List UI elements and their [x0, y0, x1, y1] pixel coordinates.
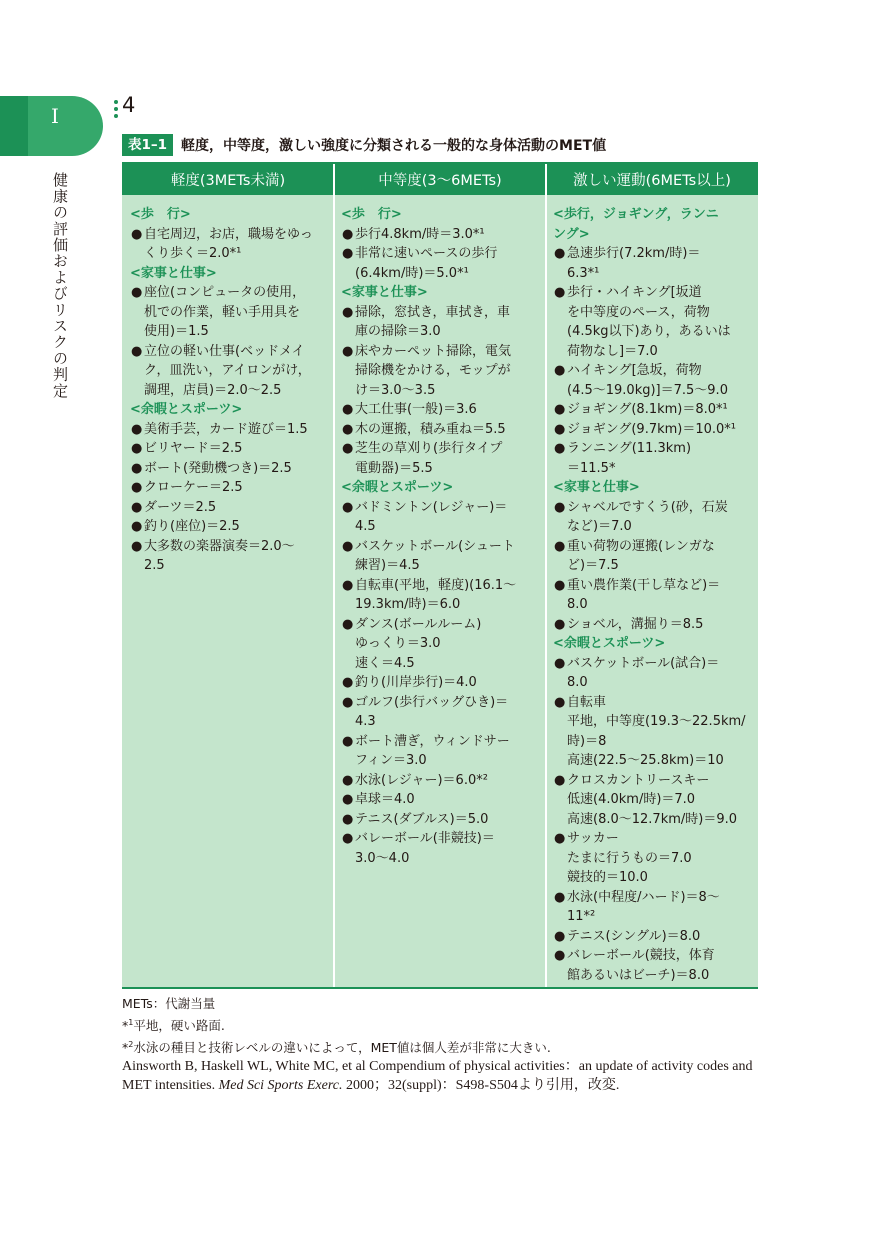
activity-item	[553, 888, 751, 927]
category-heading: <歩 行>	[130, 207, 191, 222]
activity-item	[341, 225, 540, 245]
activity-line: 6.3*¹	[567, 265, 600, 281]
activity-line: バドミントン(レジャー)＝	[355, 499, 508, 515]
activity-item	[341, 342, 540, 401]
activity-line: ゴルフ(歩行バッグひき)＝	[355, 694, 509, 710]
activity-line: 自転車(平地，軽度)(16.1〜	[355, 577, 517, 593]
activity-item	[341, 790, 540, 810]
activity-line: ハイキング[急坂，荷物	[567, 363, 702, 378]
activity-line: 速く＝4.5	[355, 655, 415, 671]
footnote-2: *$^2$水泳の種目と技術レベルの違いによって，MET値は個人差が非常に大きい.	[122, 1040, 551, 1056]
activity-line: 8.0	[567, 597, 588, 612]
activity-line: バスケットボール(試合)＝	[567, 655, 720, 671]
bullet-icon: ●	[342, 421, 354, 437]
activity-line: フィン＝3.0	[355, 753, 427, 768]
activity-item	[553, 439, 751, 478]
activity-line: ジョギング(9.7km)＝10.0*¹	[567, 421, 737, 437]
header-vigorous: 激しい運動(6METs以上)	[573, 173, 731, 189]
activity-item	[553, 829, 751, 888]
header-light: 軽度(3METs未満)	[170, 173, 286, 189]
activity-item	[130, 478, 328, 498]
activity-line: 練習)＝4.5	[355, 558, 420, 573]
bullet-icon: ●	[342, 343, 354, 359]
activity-line: 3.0〜4.0	[355, 850, 410, 866]
activity-line: 掃除機をかける，モップが	[355, 363, 511, 378]
activity-item	[130, 439, 328, 459]
bullet-icon: ●	[342, 402, 354, 417]
activity-line: ダンス(ボールルーム)	[355, 616, 482, 632]
activity-line: 釣り(座位)＝2.5	[144, 519, 240, 534]
activity-line: ク，皿洗い，アイロンがけ，	[144, 363, 311, 378]
activity-item	[553, 654, 751, 693]
activity-line: ゆっくり＝3.0	[355, 636, 441, 651]
activity-line: 平地，中等度(19.3〜22.5km/	[567, 714, 746, 729]
activity-line: ど)＝7.5	[567, 558, 619, 573]
met-table	[122, 162, 758, 989]
table-header-row	[122, 164, 758, 195]
activity-line: テニス(シングル)＝8.0	[567, 928, 701, 944]
column-moderate	[341, 205, 540, 868]
activity-line: 高速(22.5〜25.8km)＝10	[567, 753, 724, 768]
activity-line: 重い農作業(干し草など)＝	[567, 577, 721, 593]
activity-line: 19.3km/時)＝6.0	[355, 597, 461, 612]
activity-line: など)＝7.0	[567, 519, 632, 534]
bullet-icon: ●	[554, 285, 566, 300]
category-heading: <歩行，ジョギング，ランニ	[553, 207, 719, 222]
activity-item	[341, 400, 540, 420]
activity-item	[553, 615, 751, 635]
bullet-icon: ●	[554, 402, 566, 417]
bullet-icon: ●	[554, 538, 566, 554]
bullet-icon: ●	[131, 343, 143, 359]
activity-line: (6.4km/時)＝5.0*¹	[355, 265, 469, 281]
activity-item	[553, 927, 751, 947]
activity-line: ボート(発動機つき)＝2.5	[144, 460, 292, 476]
category-heading: <余暇とスポーツ>	[130, 402, 243, 417]
activity-item	[130, 342, 328, 401]
bullet-icon: ●	[342, 577, 354, 593]
category-heading: ング>	[553, 226, 590, 242]
activity-line: 2.5	[144, 558, 165, 573]
activity-item	[553, 693, 751, 771]
category-heading: <余暇とスポーツ>	[553, 636, 666, 651]
activity-line: クローケー＝2.5	[144, 480, 243, 495]
category-heading: <家事と仕事>	[341, 285, 428, 300]
activity-item	[341, 732, 540, 771]
footnote-1: *$^1$平地，硬い路面.	[122, 1018, 225, 1034]
activity-line: 庫の掃除＝3.0	[355, 324, 441, 339]
activity-line: 高速(8.0〜12.7km/時)＝9.0	[567, 811, 738, 827]
activity-line: 歩行・ハイキング[坂道	[567, 285, 702, 300]
activity-line: (4.5kg以下)あり，あるいは	[567, 324, 731, 339]
activity-line: 4.5	[355, 519, 376, 534]
activity-line: 大多数の楽器演奏＝2.0〜	[144, 538, 295, 554]
bullet-icon: ●	[554, 928, 566, 944]
activity-line: 立位の軽い仕事(ベッドメイ	[144, 343, 305, 359]
activity-item	[341, 829, 540, 868]
bullet-icon: ●	[342, 694, 354, 710]
activity-item	[553, 361, 751, 400]
activity-line: ショベル，溝掘り＝8.5	[567, 616, 704, 632]
reference-citation: Ainsworth B, Haskell WL, White MC, et al Compendium of physical activities：an update of activity codes and MET intensities. Med Sci Sports Exerc. 2000；32(suppl)：S498-S504より引用，改変.	[122, 1059, 753, 1094]
footnote-mets: METs：代謝当量	[122, 996, 216, 1011]
activity-line: ランニング(11.3km)	[567, 441, 692, 456]
bullet-icon: ●	[554, 948, 566, 963]
activity-item	[130, 537, 328, 576]
activity-line: 時)＝8	[567, 733, 607, 749]
activity-item	[553, 244, 751, 283]
activity-line: 卓球＝4.0	[355, 792, 415, 807]
activity-line: ビリヤード＝2.5	[144, 441, 243, 456]
bullet-icon: ●	[554, 441, 566, 456]
activity-line: を中等度のペース，荷物	[567, 304, 710, 320]
activity-line: 使用)＝1.5	[144, 324, 209, 339]
activity-line: 水泳(レジャー)＝6.0*²	[355, 772, 488, 788]
activity-line: 低速(4.0km/時)＝7.0	[567, 792, 696, 807]
chapter-dots-icon	[114, 100, 118, 121]
activity-item	[553, 576, 751, 615]
column-divider	[545, 164, 547, 987]
category-heading: <家事と仕事>	[130, 265, 217, 281]
bullet-icon: ●	[131, 499, 143, 515]
side-tab-bar	[0, 96, 28, 156]
bullet-icon: ●	[131, 480, 143, 495]
activity-item	[341, 673, 540, 693]
activity-item	[130, 459, 328, 479]
bullet-icon: ●	[554, 421, 566, 437]
bullet-icon: ●	[342, 811, 354, 827]
activity-line: 急速歩行(7.2km/時)＝	[567, 246, 701, 261]
activity-line: 競技的＝10.0	[567, 870, 648, 885]
activity-line: 自転車	[567, 694, 607, 710]
activity-line: 4.3	[355, 714, 376, 729]
bullet-icon: ●	[131, 285, 143, 300]
activity-item	[341, 244, 540, 283]
bullet-icon: ●	[554, 889, 566, 905]
table-number-tag: 表1–1	[122, 134, 173, 156]
bullet-icon: ●	[554, 772, 566, 788]
activity-item	[553, 498, 751, 537]
bullet-icon: ●	[131, 226, 143, 242]
activity-item	[553, 420, 751, 440]
activity-item	[341, 498, 540, 537]
activity-item	[553, 946, 751, 985]
activity-line: 木の運搬，積み重ね＝5.5	[355, 421, 506, 437]
bullet-icon: ●	[554, 831, 566, 846]
bullet-icon: ●	[342, 304, 354, 320]
activity-item	[553, 537, 751, 576]
activity-line: 調理，店員)＝2.0〜2.5	[144, 382, 282, 398]
activity-item	[130, 517, 328, 537]
activity-item	[341, 537, 540, 576]
vertical-part-title: 健康の評価およびリスクの判定	[51, 172, 69, 399]
activity-line: ボート漕ぎ，ウィンドサー	[355, 733, 510, 749]
bullet-icon: ●	[131, 538, 143, 554]
bullet-icon: ●	[342, 226, 354, 242]
bullet-icon: ●	[554, 363, 566, 378]
activity-line: ジョギング(8.1km)＝8.0*¹	[567, 402, 728, 417]
category-heading: <歩 行>	[341, 207, 402, 222]
bullet-icon: ●	[131, 421, 143, 437]
activity-line: 床やカーペット掃除，電気	[355, 343, 512, 359]
activity-item	[341, 693, 540, 732]
bullet-icon: ●	[342, 538, 354, 554]
activity-item	[341, 439, 540, 478]
table-caption	[122, 134, 606, 156]
activity-line: たまに行うもの＝7.0	[567, 850, 692, 866]
bullet-icon: ●	[554, 499, 566, 515]
activity-item	[341, 810, 540, 830]
activity-line: 掃除，窓拭き，車拭き，車	[355, 304, 510, 320]
activity-line: バレーボール(競技，体育	[567, 948, 715, 963]
table-title: 軽度，中等度，激しい強度に分類される一般的な身体活動のMET値	[181, 138, 607, 154]
bullet-icon: ●	[131, 519, 143, 534]
activity-item	[130, 225, 328, 264]
bullet-icon: ●	[554, 694, 566, 710]
bullet-icon: ●	[554, 577, 566, 593]
activity-item	[341, 303, 540, 342]
activity-line: 歩行4.8km/時＝3.0*¹	[355, 226, 485, 242]
activity-line: 8.0	[567, 675, 588, 690]
activity-item	[130, 420, 328, 440]
activity-line: バレーボール(非競技)＝	[355, 831, 495, 846]
bullet-icon: ●	[131, 441, 143, 456]
table-footnotes	[122, 994, 762, 1095]
activity-line: 非常に速いペースの歩行	[355, 246, 498, 261]
bullet-icon: ●	[342, 792, 354, 807]
bullet-icon: ●	[342, 441, 354, 456]
activity-line: 荷物なし]＝7.0	[567, 343, 658, 359]
chapter-number: 4	[122, 93, 136, 117]
bullet-icon: ●	[342, 733, 354, 749]
activity-line: クロスカントリースキー	[567, 772, 710, 788]
column-divider	[333, 164, 335, 987]
bullet-icon: ●	[131, 460, 143, 476]
category-heading: <家事と仕事>	[553, 480, 640, 495]
activity-line: 大工仕事(一般)＝3.6	[355, 402, 477, 417]
activity-line: サッカー	[567, 831, 619, 846]
activity-line: 芝生の草刈り(歩行タイプ	[355, 441, 503, 456]
bullet-icon: ●	[342, 616, 354, 632]
activity-line: くり歩く＝2.0*¹	[144, 246, 242, 261]
bullet-icon: ●	[342, 831, 354, 846]
chapter-side-tab	[0, 96, 103, 156]
activity-item	[341, 771, 540, 791]
activity-line: 水泳(中程度/ハード)＝8〜	[567, 889, 720, 905]
activity-line: (4.5〜19.0kg)]＝7.5〜9.0	[567, 382, 728, 398]
activity-item	[553, 771, 751, 830]
activity-item	[130, 283, 328, 342]
bullet-icon: ●	[342, 772, 354, 788]
activity-item	[341, 615, 540, 674]
activity-line: 釣り(川岸歩行)＝4.0	[355, 675, 477, 690]
activity-line: バスケットボール(シュート	[355, 538, 515, 554]
bullet-icon: ●	[554, 616, 566, 632]
activity-line: 自宅周辺，お店，職場をゆっ	[144, 226, 313, 242]
activity-item	[130, 498, 328, 518]
activity-item	[553, 400, 751, 420]
activity-line: テニス(ダブルス)＝5.0	[355, 811, 489, 827]
header-moderate: 中等度(3〜6METs)	[378, 173, 502, 189]
activity-line: 重い荷物の運搬(レンガな	[567, 538, 715, 554]
activity-line: 座位(コンピュータの使用，	[144, 285, 306, 300]
part-numeral: I	[51, 104, 59, 128]
bullet-icon: ●	[342, 246, 354, 261]
category-heading: <余暇とスポーツ>	[341, 480, 454, 495]
activity-line: シャベルですくう(砂，石炭	[567, 499, 728, 515]
activity-item	[341, 420, 540, 440]
activity-line: 美術手芸，カード遊び＝1.5	[144, 421, 308, 437]
bullet-icon: ●	[342, 499, 354, 515]
activity-line: け＝3.0〜3.5	[355, 382, 436, 398]
bullet-icon: ●	[554, 655, 566, 671]
column-vigorous	[553, 205, 751, 985]
activity-item	[341, 576, 540, 615]
activity-line: 館あるいはビーチ)＝8.0	[567, 967, 710, 983]
activity-line: 机での作業，軽い手用具を	[144, 304, 301, 320]
activity-line: ダーツ＝2.5	[144, 499, 217, 515]
bullet-icon: ●	[554, 246, 566, 261]
bullet-icon: ●	[342, 675, 354, 690]
activity-line: ＝11.5*	[567, 460, 616, 476]
activity-item	[553, 283, 751, 361]
activity-line: 11*²	[567, 909, 596, 924]
column-light	[130, 205, 328, 576]
activity-line: 電動器)＝5.5	[355, 460, 433, 476]
